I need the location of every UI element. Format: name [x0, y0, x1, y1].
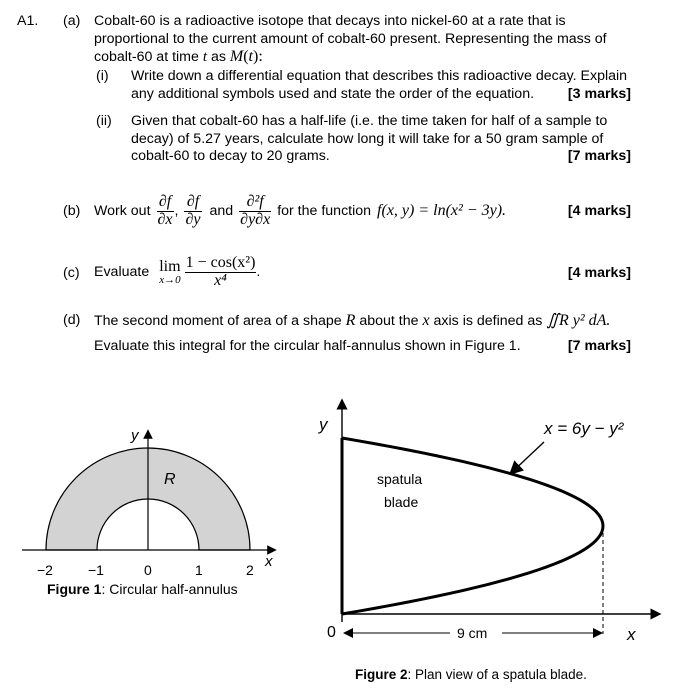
- fig1-tick-neg2: −2: [37, 562, 53, 578]
- limit-subscript: x→0: [159, 273, 181, 286]
- part-d-R: R: [345, 312, 356, 329]
- part-a-i-line-2: any additional symbols used and state the order of the equation.: [131, 86, 535, 102]
- part-b-and: and: [209, 203, 234, 219]
- part-d-marks: [7 marks]: [567, 338, 631, 354]
- part-b-pre: Work out: [94, 203, 151, 219]
- limit-fraction: [185, 255, 257, 290]
- fig1-caption-rest: : Circular half-annulus: [101, 581, 238, 597]
- partial-f-x: [157, 194, 174, 229]
- partial-f-y-num: ∂f: [184, 194, 201, 212]
- partial-f-x-num: ∂f: [157, 194, 174, 212]
- part-c-dot: .: [256, 264, 261, 280]
- part-c-label: (c): [63, 265, 80, 281]
- part-a-ii-line-1: Given that cobalt-60 has a half-life (i.e. the time taken for half of a sample to: [131, 113, 608, 129]
- limit-denominator: x⁴: [214, 271, 227, 289]
- fig1-x-label: x: [265, 553, 273, 570]
- partial-f-yx: [239, 194, 271, 229]
- figure-2: [300, 390, 683, 698]
- part-c-marks: [4 marks]: [567, 265, 631, 281]
- part-d-text-c: axis is defined as: [433, 313, 543, 329]
- fig1-caption-bold: Figure 1: [47, 581, 102, 597]
- fig1-caption: [47, 581, 238, 597]
- part-a-line-3-as: as: [207, 49, 230, 65]
- part-d-integral: ∬R y² dA.: [546, 312, 611, 329]
- mass-symbol: M: [229, 48, 244, 65]
- part-a-line-3-text: cobalt-60 at time: [94, 49, 203, 65]
- part-d-label: (d): [63, 312, 81, 328]
- fig2-origin-label: 0: [327, 624, 336, 641]
- limit-numerator: 1 − cos(x²): [185, 253, 256, 271]
- fig1-tick-0: 0: [144, 562, 152, 578]
- part-b-comma: ,: [174, 203, 179, 219]
- part-b-mid: for the function: [277, 203, 372, 219]
- mass-paren-close: ):: [252, 48, 263, 65]
- part-b-line: [94, 188, 506, 234]
- part-c-line: [94, 248, 260, 296]
- fig1-tick-2: 2: [246, 562, 254, 578]
- fig2-curve-label: x = 6y − y²: [544, 419, 624, 438]
- part-a-i-label: (i): [96, 68, 109, 84]
- part-a-label: (a): [63, 13, 81, 29]
- part-a-i-marks: [3 marks]: [567, 86, 631, 102]
- part-b-label: (b): [63, 203, 81, 219]
- part-d-text-b: about the: [359, 313, 419, 329]
- fig2-parabola: [342, 438, 603, 614]
- fig1-tick-neg1: −1: [88, 562, 104, 578]
- part-b-function: f(x, y) = ln(x² − 3y).: [377, 202, 507, 219]
- part-d-line-2: Evaluate this integral for the circular half-annulus shown in Figure 1.: [94, 338, 521, 354]
- partial-f-y-den: ∂y: [185, 210, 201, 228]
- fig2-caption: [355, 667, 587, 682]
- part-a-line-2: proportional to the current amount of cobalt-60 present. Representing the mass of: [94, 31, 607, 47]
- partial-f-x-den: ∂x: [157, 210, 173, 228]
- question-number: A1.: [17, 13, 39, 29]
- part-d-x: x: [422, 312, 430, 329]
- part-a-ii-line-3: cobalt-60 to decay to 20 grams.: [131, 148, 330, 164]
- part-d-text-a: The second moment of area of a shape: [94, 313, 342, 329]
- part-c-pre: Evaluate: [94, 264, 150, 280]
- part-d-line-1: [94, 310, 610, 330]
- part-a-ii-line-2: decay) of 5.27 years, calculate how long it will take for a 50 gram sample of: [131, 131, 604, 147]
- part-a-i-line-1: Write down a differential equation that describes this radioactive decay. Explain: [131, 68, 628, 84]
- fig2-caption-bold: Figure 2: [355, 667, 408, 682]
- fig2-curve-pointer: [510, 442, 544, 474]
- fig2-blade-label-2: blade: [384, 494, 419, 510]
- part-a-line-1: Cobalt-60 is a radioactive isotope that decays into nickel-60 at a rate that is: [94, 13, 566, 29]
- figure-1: [0, 420, 300, 610]
- fig1-y-label: y: [131, 427, 139, 444]
- fig1-tick-1: 1: [195, 562, 203, 578]
- fig1-region-label: R: [164, 471, 176, 488]
- partial-f-yx-den: ∂y∂x: [240, 210, 271, 228]
- mass-paren-open: (: [243, 48, 249, 65]
- partial-f-y: [184, 194, 201, 229]
- fig2-y-label: y: [319, 415, 328, 434]
- fig2-dim-label: 9 cm: [457, 625, 488, 641]
- part-a-ii-marks: [7 marks]: [567, 148, 631, 164]
- fig2-x-label: x: [627, 625, 636, 644]
- part-a-ii-label: (ii): [96, 113, 112, 129]
- fig2-blade-label-1: spatula: [377, 471, 423, 487]
- limit-operator: [159, 259, 180, 286]
- fig2-caption-rest: : Plan view of a spatula blade.: [407, 667, 587, 682]
- part-b-marks: [4 marks]: [567, 203, 631, 219]
- partial-f-yx-num: ∂²f: [239, 194, 271, 212]
- mass-arg: t: [248, 48, 253, 65]
- time-symbol: t: [202, 49, 207, 65]
- limit-text: lim: [159, 257, 181, 275]
- part-a-line-3: [94, 48, 263, 66]
